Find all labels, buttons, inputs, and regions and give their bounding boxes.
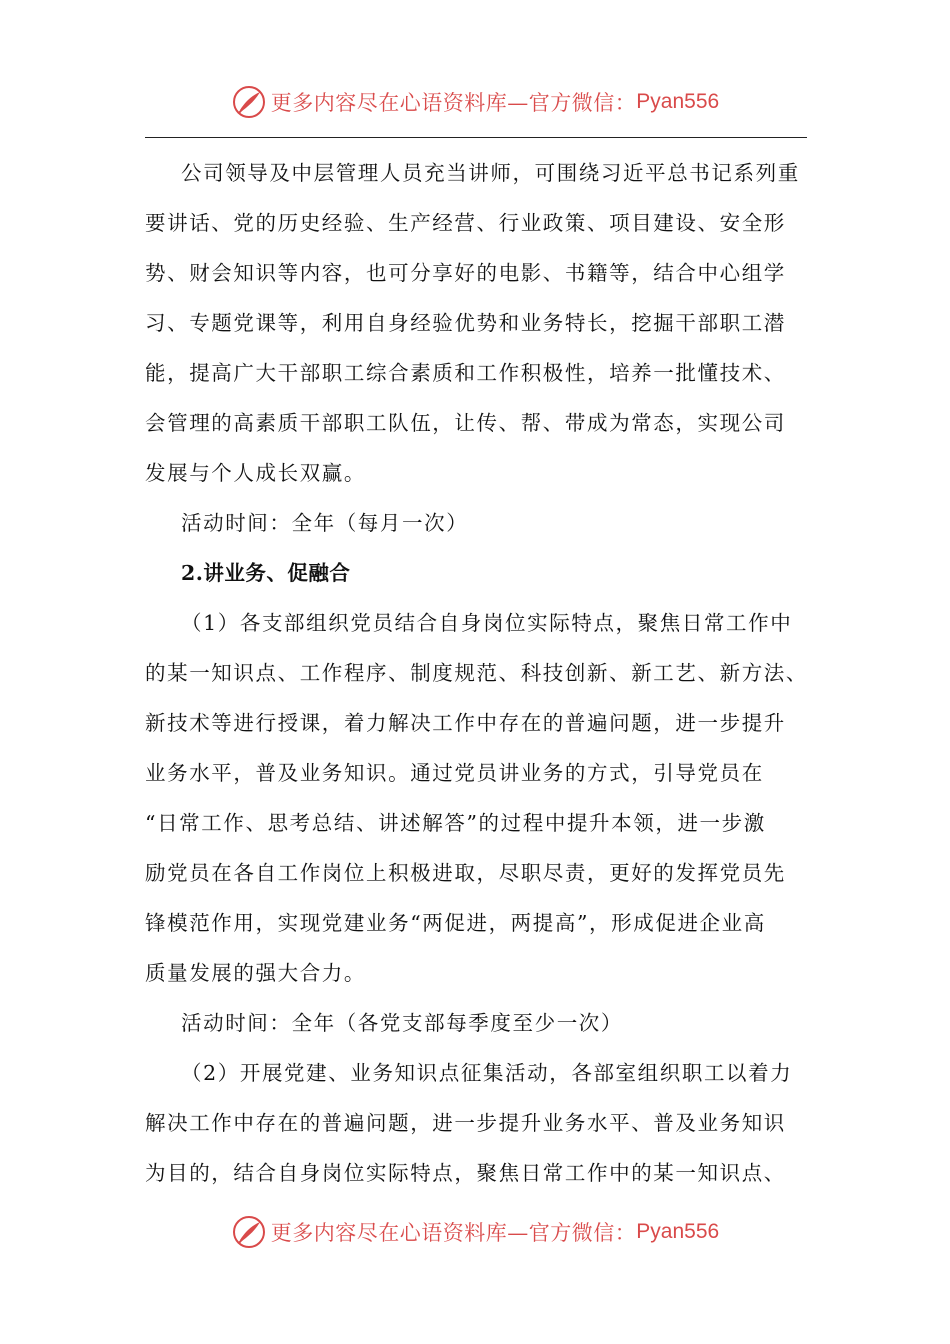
paragraph-line: 为目的，结合自身岗位实际特点，聚焦日常工作中的某一知识点、 [145, 1161, 786, 1185]
paragraph-line: “日常工作、思考总结、讲述解答”的过程中提升本领，进一步激 [145, 811, 766, 835]
activity-time: 活动时间：全年（每月一次） [181, 511, 469, 535]
paragraph-line: 习、专题党课等，利用自身经验优势和业务特长，挖掘干部职工潜 [145, 311, 786, 335]
header-divider [145, 137, 807, 138]
footer-banner [0, 1212, 950, 1252]
wechat-id: Pyan556 [636, 90, 720, 113]
paragraph-line: 新技术等进行授课，着力解决工作中存在的普遍问题，进一步提升 [145, 711, 786, 735]
activity-time: 活动时间：全年（各党支部每季度至少一次） [181, 1011, 623, 1035]
document-body [145, 148, 815, 1198]
paragraph-line: （2）开展党建、业务知识点征集活动，各部室组织职工以着力 [181, 1061, 793, 1085]
paragraph-line: 势、财会知识等内容，也可分享好的电影、书籍等，结合中心组学 [145, 261, 786, 285]
section-heading: 2.讲业务、促融合 [181, 561, 351, 585]
quill-logo-icon [231, 1214, 267, 1250]
paragraph-line: 的某一知识点、工作程序、制度规范、科技创新、新工艺、新方法、 [145, 661, 808, 685]
paragraph-line: 锋模范作用，实现党建业务“两促进，两提高”，形成促进企业高 [145, 911, 766, 935]
header-banner [0, 82, 950, 122]
paragraph-line: （1）各支部组织党员结合自身岗位实际特点，聚焦日常工作中 [181, 611, 793, 635]
paragraph-line: 励党员在各自工作岗位上积极进取，尽职尽责，更好的发挥党员先 [145, 861, 786, 885]
banner-text: 更多内容尽在心语资料库—官方微信： [270, 91, 637, 115]
paragraph-line: 要讲话、党的历史经验、生产经营、行业政策、项目建设、安全形 [145, 211, 786, 235]
paragraph-line: 质量发展的强大合力。 [145, 961, 366, 985]
paragraph-line: 公司领导及中层管理人员充当讲师，可围绕习近平总书记系列重 [181, 161, 800, 185]
quill-logo-icon [231, 84, 267, 120]
paragraph-line: 能，提高广大干部职工综合素质和工作积极性，培养一批懂技术、 [145, 361, 786, 385]
wechat-id: Pyan556 [636, 1220, 720, 1243]
paragraph-line: 会管理的高素质干部职工队伍，让传、帮、带成为常态，实现公司 [145, 411, 786, 435]
banner-text: 更多内容尽在心语资料库—官方微信： [270, 1221, 637, 1245]
paragraph-line: 发展与个人成长双赢。 [145, 461, 366, 485]
paragraph-line: 解决工作中存在的普遍问题，进一步提升业务水平、普及业务知识 [145, 1111, 786, 1135]
paragraph-line: 业务水平，普及业务知识。通过党员讲业务的方式，引导党员在 [145, 761, 764, 785]
